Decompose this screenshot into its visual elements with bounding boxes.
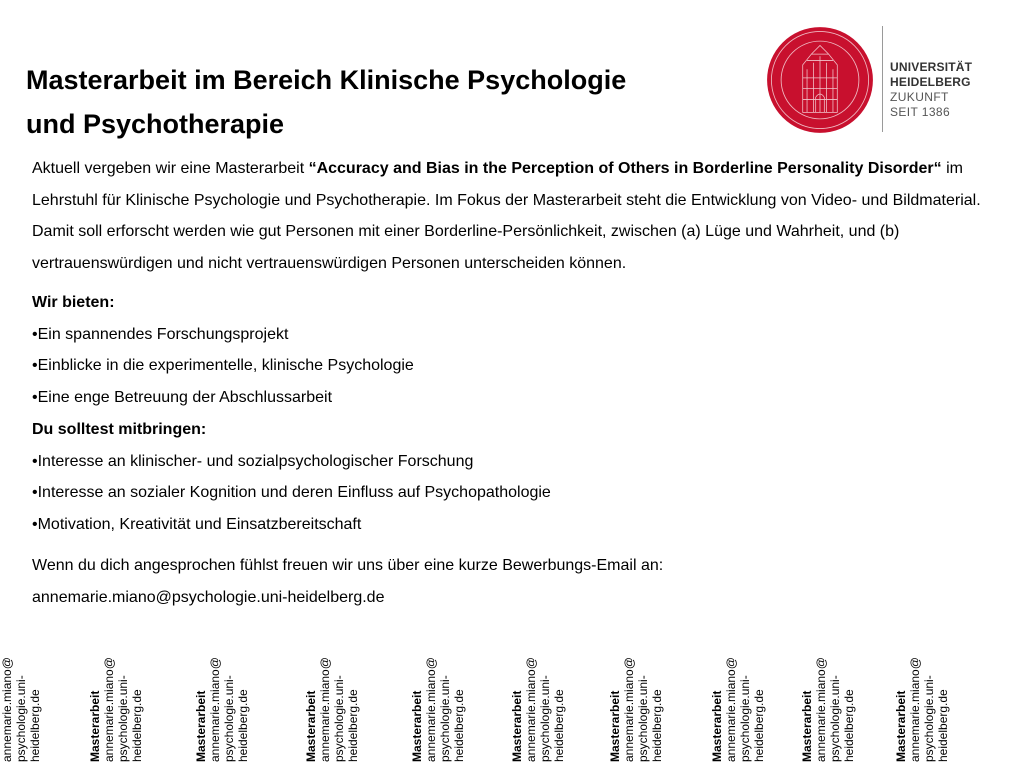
tab-email-line-1: annemarie.miano@ — [524, 657, 538, 762]
intro-text-pre: Aktuell vergeben wir eine Masterarbeit — [32, 160, 309, 177]
tab-email-line-1: annemarie.miano@ — [724, 657, 738, 762]
tab-title: Masterarbeit — [410, 690, 424, 762]
tab-email-line-2: psychologie.uni- — [116, 675, 130, 762]
tear-off-tabs — [0, 640, 1024, 768]
logo-divider — [882, 26, 883, 132]
tab-email-line-2: psychologie.uni- — [828, 675, 842, 762]
tab-email-line-3: heidelberg.de — [28, 689, 42, 762]
tab-title: Masterarbeit — [608, 690, 622, 762]
tear-off-tab[interactable] — [304, 644, 360, 762]
tab-email-line-2: psychologie.uni- — [14, 675, 28, 762]
tab-email-line-2: psychologie.uni- — [332, 675, 346, 762]
apply-section — [32, 550, 992, 613]
tab-email-line-2: psychologie.uni- — [738, 675, 752, 762]
tab-email-line-2: psychologie.uni- — [222, 675, 236, 762]
tear-off-tab[interactable] — [608, 644, 664, 762]
tab-email-line-1: annemarie.miano@ — [424, 657, 438, 762]
tab-email-line-3: heidelberg.de — [346, 689, 360, 762]
tab-email-line-2: psychologie.uni- — [538, 675, 552, 762]
tab-email-line-3: heidelberg.de — [452, 689, 466, 762]
university-logo — [766, 22, 996, 137]
tab-email-line-1: annemarie.miano@ — [908, 657, 922, 762]
tear-off-tab[interactable] — [194, 644, 250, 762]
intro-paragraph — [32, 153, 997, 279]
tab-title: Masterarbeit — [800, 690, 814, 762]
contact-email[interactable]: annemarie.miano@psychologie.uni-heidelberg.de — [32, 588, 385, 606]
list-item: •Motivation, Kreativität und Einsatzbereitschaft — [32, 515, 362, 533]
list-item: •Interesse an sozialer Kognition und deren Einfluss auf Psychopathologie — [32, 484, 551, 502]
tab-email-line-3: heidelberg.de — [552, 689, 566, 762]
requirements-heading: Du solltest mitbringen: — [32, 420, 207, 438]
tab-email-line-1: annemarie.miano@ — [102, 657, 116, 762]
tab-title: Masterarbeit — [894, 690, 908, 762]
logo-line-1: UNIVERSITÄT — [890, 60, 973, 74]
logo-line-4: SEIT 1386 — [890, 105, 951, 119]
offer-section — [32, 287, 992, 541]
tab-title: Masterarbeit — [510, 690, 524, 762]
tab-email-line-3: heidelberg.de — [236, 689, 250, 762]
apply-text: Wenn du dich angesprochen fühlst freuen wir uns über eine kurze Bewerbungs-Email an: — [32, 557, 664, 574]
tab-email-line-2: psychologie.uni- — [438, 675, 452, 762]
tab-email-line-3: heidelberg.de — [650, 689, 664, 762]
tear-off-tab[interactable] — [410, 644, 466, 762]
tear-off-tab[interactable] — [510, 644, 566, 762]
tab-email-line-1: annemarie.miano@ — [622, 657, 636, 762]
logo-line-2: HEIDELBERG — [890, 75, 971, 89]
tab-email-line-1: annemarie.miano@ — [208, 657, 222, 762]
tear-off-tab[interactable] — [88, 644, 144, 762]
tab-email-line-2: psychologie.uni- — [922, 675, 936, 762]
intro-text-post: im Lehrstuhl für Klinische Psychologie und Psychotherapie. Im Fokus der Masterarbeit steht die Entwicklung von Video- und Bildmaterial. Damit soll erforscht werden wie gut Personen mit einer Borderline-Persönlichkeit, zwischen (a) Lüge und Wahrheit, und (b) vertrauenswürdigen und nicht vertrauenswürdigen Personen unterscheiden können. — [32, 160, 981, 272]
page-title — [26, 58, 746, 146]
list-item: •Interesse an klinischer- und sozialpsychologischer Forschung — [32, 452, 474, 470]
list-item: •Eine enge Betreuung der Abschlussarbeit — [32, 389, 333, 407]
tab-title: Masterarbeit — [710, 690, 724, 762]
offer-heading: Wir bieten: — [32, 294, 115, 311]
tab-email-line-3: heidelberg.de — [842, 689, 856, 762]
tab-email-line-3: heidelberg.de — [936, 689, 950, 762]
tab-email-line-1: annemarie.miano@ — [318, 657, 332, 762]
tab-email-line-2: psychologie.uni- — [636, 675, 650, 762]
logo-line-3: ZUKUNFT — [890, 90, 949, 104]
university-seal-icon — [766, 26, 874, 134]
tab-email-line-3: heidelberg.de — [130, 689, 144, 762]
tab-email-line-1: annemarie.miano@ — [0, 657, 14, 762]
tab-title: Masterarbeit — [194, 690, 208, 762]
thesis-title: “Accuracy and Bias in the Perception of Others in Borderline Personality Disorder“ — [308, 160, 942, 177]
title-line-2: und Psychotherapie — [26, 109, 285, 139]
list-item: •Ein spannendes Forschungsprojekt — [32, 325, 289, 343]
tear-off-tab[interactable] — [894, 644, 950, 762]
tear-off-tab[interactable] — [800, 644, 856, 762]
tear-off-tab[interactable] — [710, 644, 766, 762]
tab-title: Masterarbeit — [304, 690, 318, 762]
tab-email-line-1: annemarie.miano@ — [814, 657, 828, 762]
list-item: •Einblicke in die experimentelle, klinische Psychologie — [32, 357, 414, 375]
title-line-1: Masterarbeit im Bereich Klinische Psychologie — [26, 65, 627, 95]
tear-off-tab[interactable] — [0, 644, 42, 762]
tab-email-line-3: heidelberg.de — [752, 689, 766, 762]
tab-title: Masterarbeit — [88, 690, 102, 762]
university-name — [890, 60, 972, 120]
